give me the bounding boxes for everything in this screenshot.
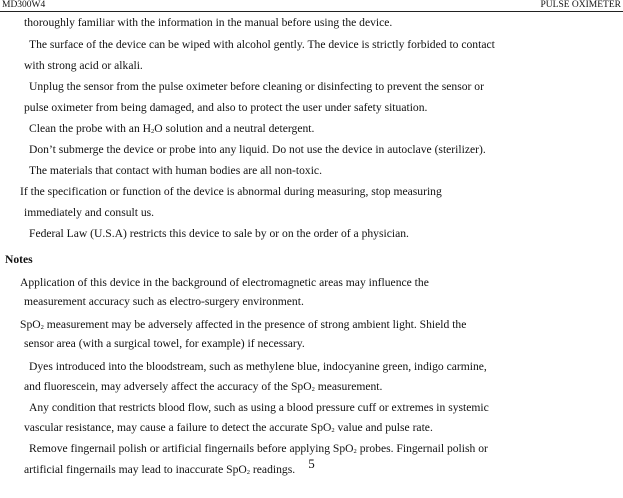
- precaution-line: Clean the probe with an $H_2O$ solution and a neutral detergent.: [29, 122, 315, 135]
- header-model: MD300W4: [2, 0, 46, 10]
- precaution-line: Federal Law (U.S.A) restricts this device to sale by or on the order of a physician.: [29, 227, 409, 240]
- notes-heading: Notes: [5, 253, 33, 266]
- note-line: artificial fingernails may lead to inaccurate SpO$_2$ readings.: [24, 463, 296, 476]
- precaution-line: pulse oximeter from being damaged, and also to protect the user under safety situation.: [24, 101, 428, 114]
- precaution-line: with strong acid or alkali.: [24, 59, 143, 72]
- page-header: [0, 0, 623, 12]
- page-number: 5: [308, 456, 315, 471]
- note-line: vascular resistance, may cause a failure to detect the accurate SpO$_2$ value and pulse rate.: [24, 421, 433, 434]
- note-line: measurement accuracy such as electro-surgery environment.: [24, 295, 304, 308]
- precaution-line: The materials that contact with human bodies are all non-toxic.: [29, 164, 322, 177]
- header-title: PULSE OXIMETER: [540, 0, 621, 10]
- note-line: Application of this device in the background of electromagnetic areas may influence the: [20, 276, 429, 289]
- note-line: Remove fingernail polish or artificial fingernails before applying SpO$_2$ probes. Fingernail polish or: [29, 442, 488, 455]
- note-line: sensor area (with a surgical towel, for example) if necessary.: [24, 337, 305, 350]
- note-line: SpO$_2$ measurement may be adversely affected in the presence of strong ambient light. Shield the: [20, 318, 467, 331]
- note-line: and fluorescein, may adversely affect the accuracy of the SpO$_2$ measurement.: [24, 380, 383, 393]
- precaution-line: immediately and consult us.: [24, 206, 155, 219]
- precaution-line: If the specification or function of the device is abnormal during measuring, stop measuring: [20, 185, 442, 198]
- precaution-line: Unplug the sensor from the pulse oximeter before cleaning or disinfecting to prevent the sensor or: [29, 80, 484, 93]
- precaution-line: thoroughly familiar with the information in the manual before using the device.: [24, 16, 393, 29]
- note-line: Any condition that restricts blood flow, such as using a blood pressure cuff or extremes in systemic: [29, 401, 489, 414]
- precaution-line: Don’t submerge the device or probe into any liquid. Do not use the device in autoclave (sterilizer).: [29, 143, 486, 156]
- precaution-line: The surface of the device can be wiped with alcohol gently. The device is strictly forbided to contact: [29, 38, 495, 51]
- note-line: Dyes introduced into the bloodstream, such as methylene blue, indocyanine green, indigo carmine,: [29, 360, 487, 373]
